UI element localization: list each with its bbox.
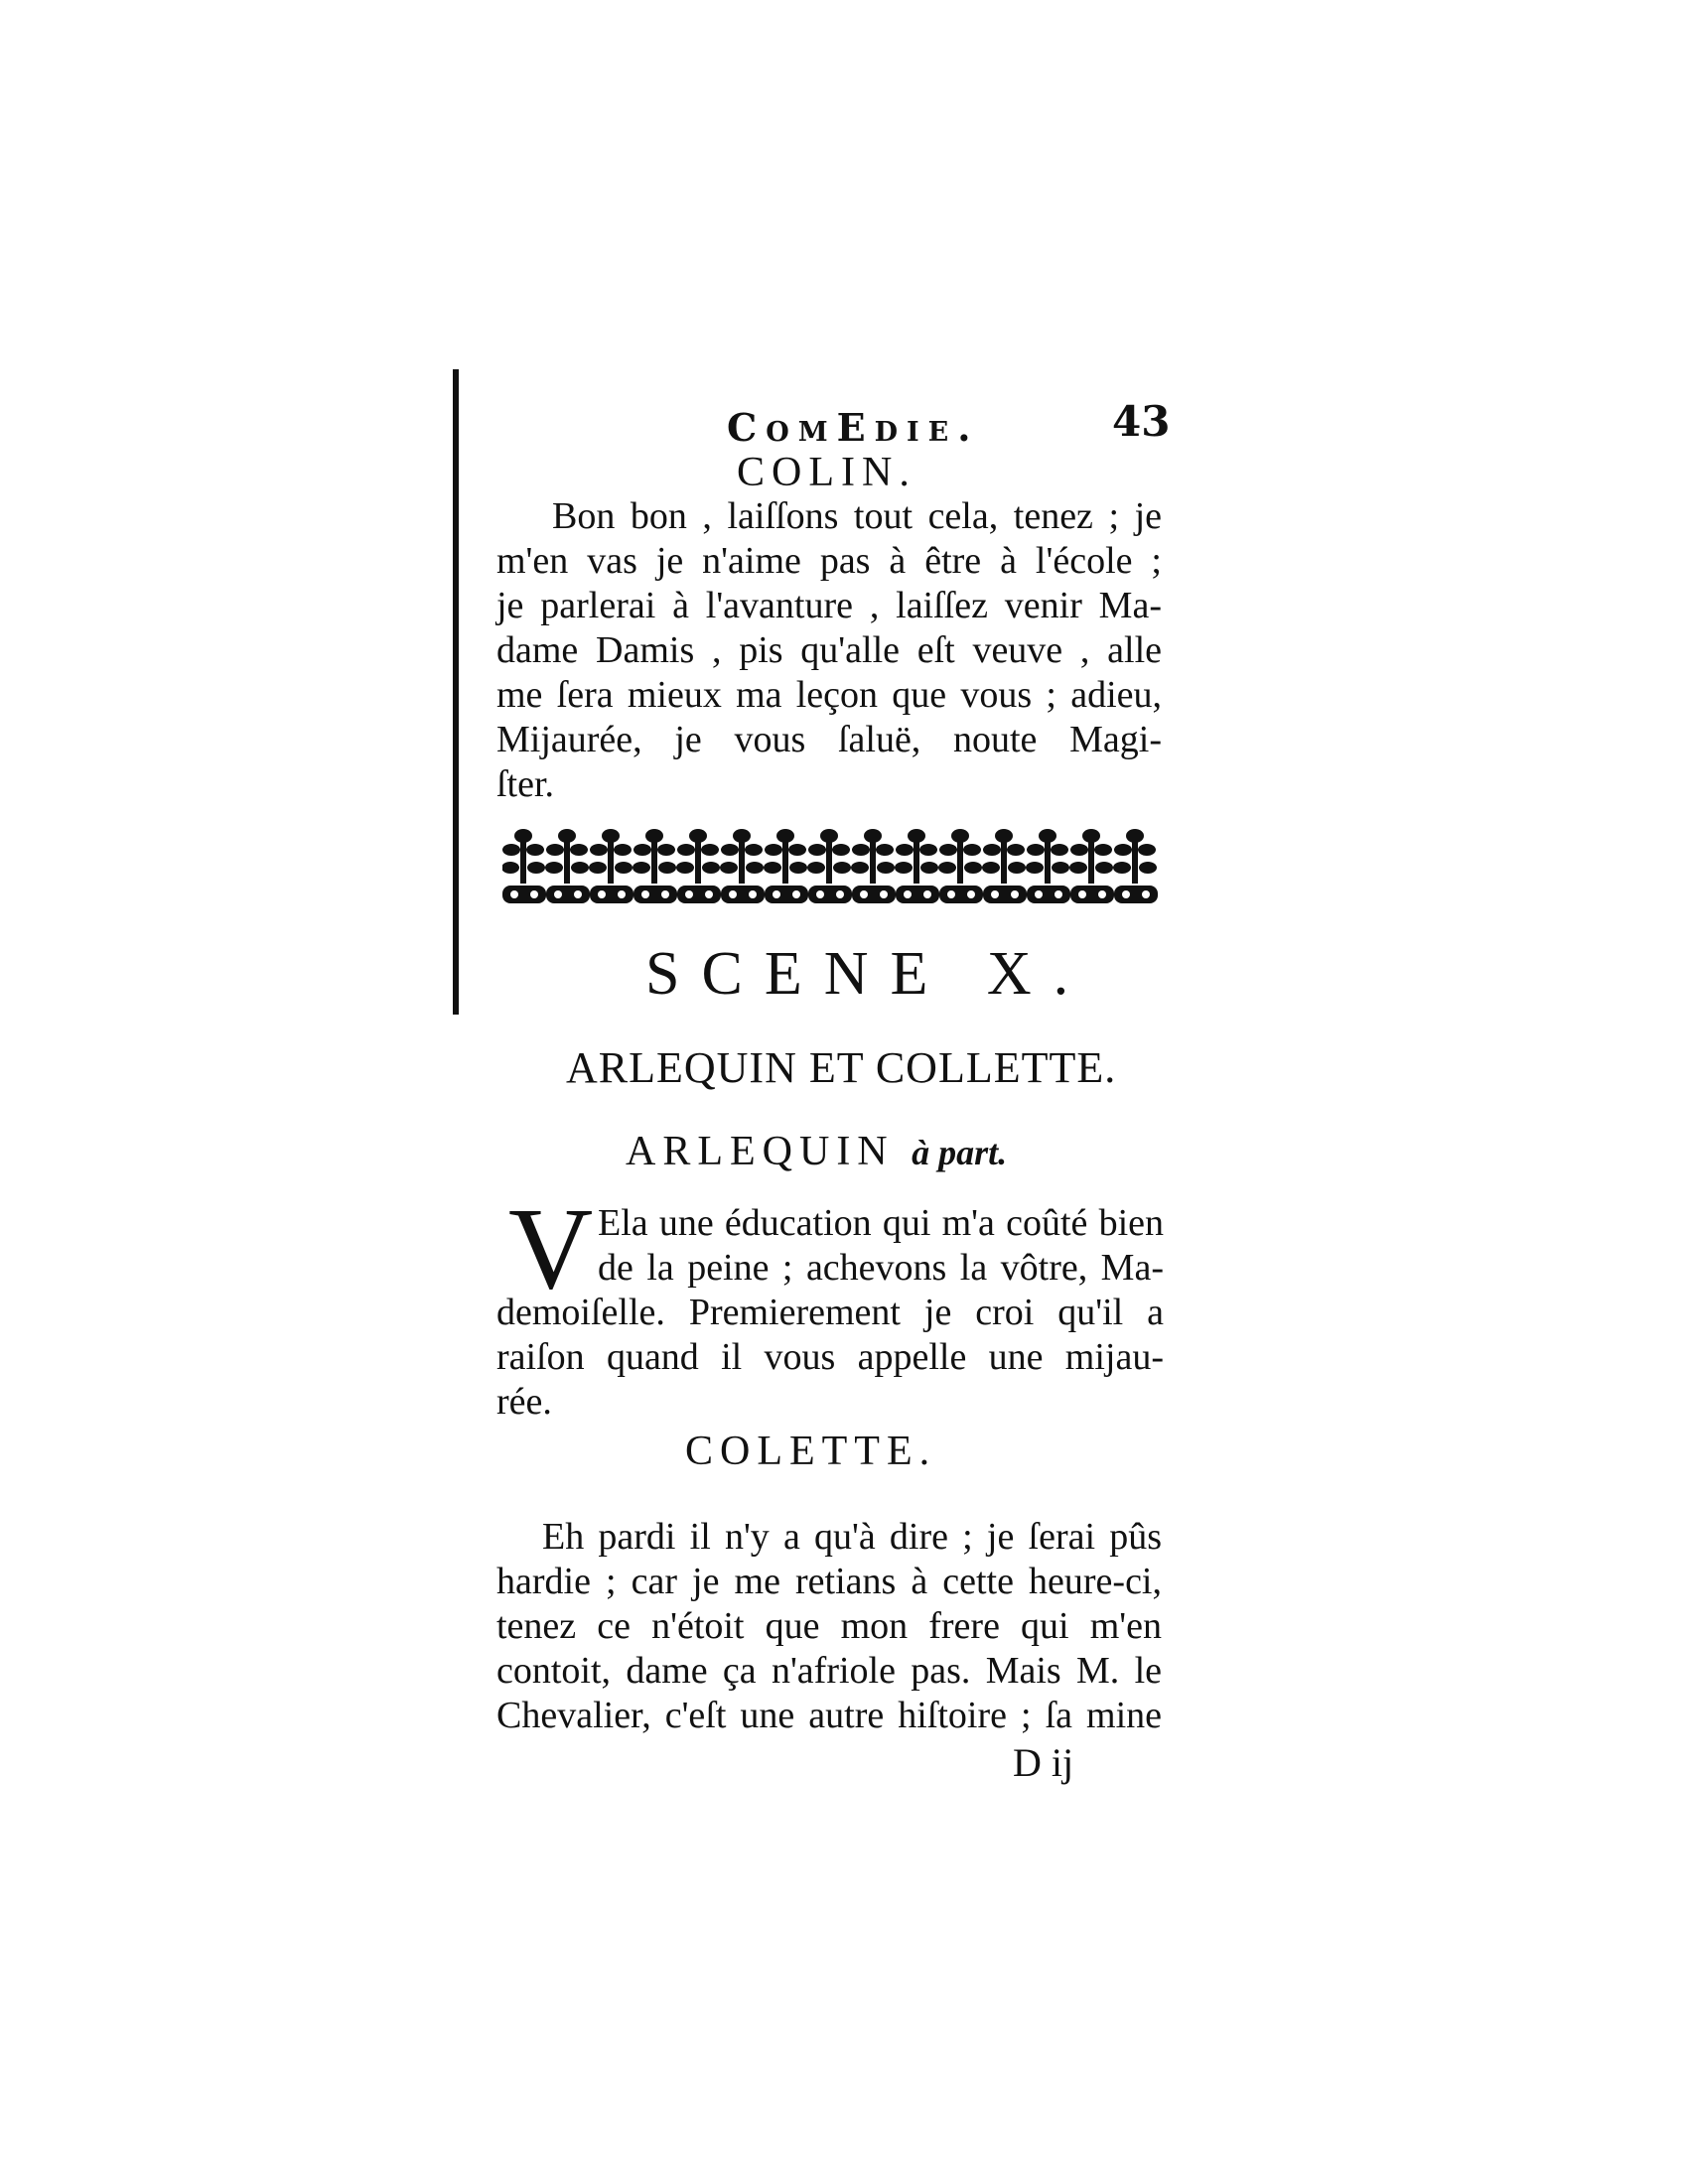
- margin-rule: [453, 369, 459, 1015]
- fleuron-ornament-band: [502, 828, 1168, 907]
- scene-title: SCENE X.: [645, 940, 1091, 1008]
- text-line: m'en vas je n'aime pas à être à l'école ;: [496, 540, 1162, 582]
- stage-direction: à part.: [912, 1133, 1008, 1172]
- text-line: rée.: [496, 1381, 552, 1423]
- speaker-colin: COLIN.: [737, 450, 916, 495]
- arlequin-speech: [496, 1183, 1164, 1425]
- text-line: hardie ; car je me retians à cette heure-ci,: [496, 1561, 1162, 1602]
- text-line: de la peine ; achevons la vôtre, Ma-: [598, 1247, 1164, 1289]
- colin-speech: [496, 494, 1162, 807]
- book-page: [496, 0, 1182, 2184]
- text-line: je parlerai à l'avanture , laiſſez venir Ma-: [496, 585, 1162, 626]
- running-title: ComEdie.: [727, 405, 980, 450]
- text-line: tenez ce n'étoit que mon frere qui m'en: [496, 1605, 1162, 1647]
- colette-speech: [496, 1515, 1162, 1738]
- text-line: ſter.: [496, 763, 555, 805]
- text-line: me ſera mieux ma leçon que vous ; adieu,: [496, 674, 1162, 716]
- text-line: Chevalier, c'eſt une autre hiſtoire ; ſa mine: [496, 1695, 1162, 1736]
- text-line: Mijaurée, je vous ſaluë, noute Magi-: [496, 719, 1162, 760]
- speaker-colette: COLETTE.: [685, 1429, 937, 1474]
- scene-characters: ARLEQUIN ET COLLETTE.: [566, 1043, 1117, 1092]
- speaker-name: ARLEQUIN: [626, 1129, 895, 1174]
- speaker-arlequin: [626, 1128, 1007, 1175]
- signature-mark: D ij: [1013, 1740, 1074, 1785]
- fleuron-ornament-icon: [502, 828, 1168, 907]
- page-number: 43: [1112, 397, 1171, 446]
- text-line: Ela une éducation qui m'a coûté bien: [598, 1202, 1164, 1244]
- text-line: raiſon quand il vous appelle une mijau-: [496, 1336, 1164, 1378]
- text-line: Eh pardi il n'y a qu'à dire ; je ſerai pûs: [542, 1516, 1162, 1558]
- text-line: Bon bon , laiſſons tout cela, tenez ; je: [552, 495, 1162, 537]
- text-line: dame Damis , pis qu'alle eſt veuve , alle: [496, 629, 1162, 671]
- drop-cap: V: [508, 1183, 594, 1313]
- text-line: demoiſelle. Premierement je croi qu'il a: [496, 1292, 1164, 1333]
- text-line: contoit, dame ça n'afriole pas. Mais M. le: [496, 1650, 1162, 1692]
